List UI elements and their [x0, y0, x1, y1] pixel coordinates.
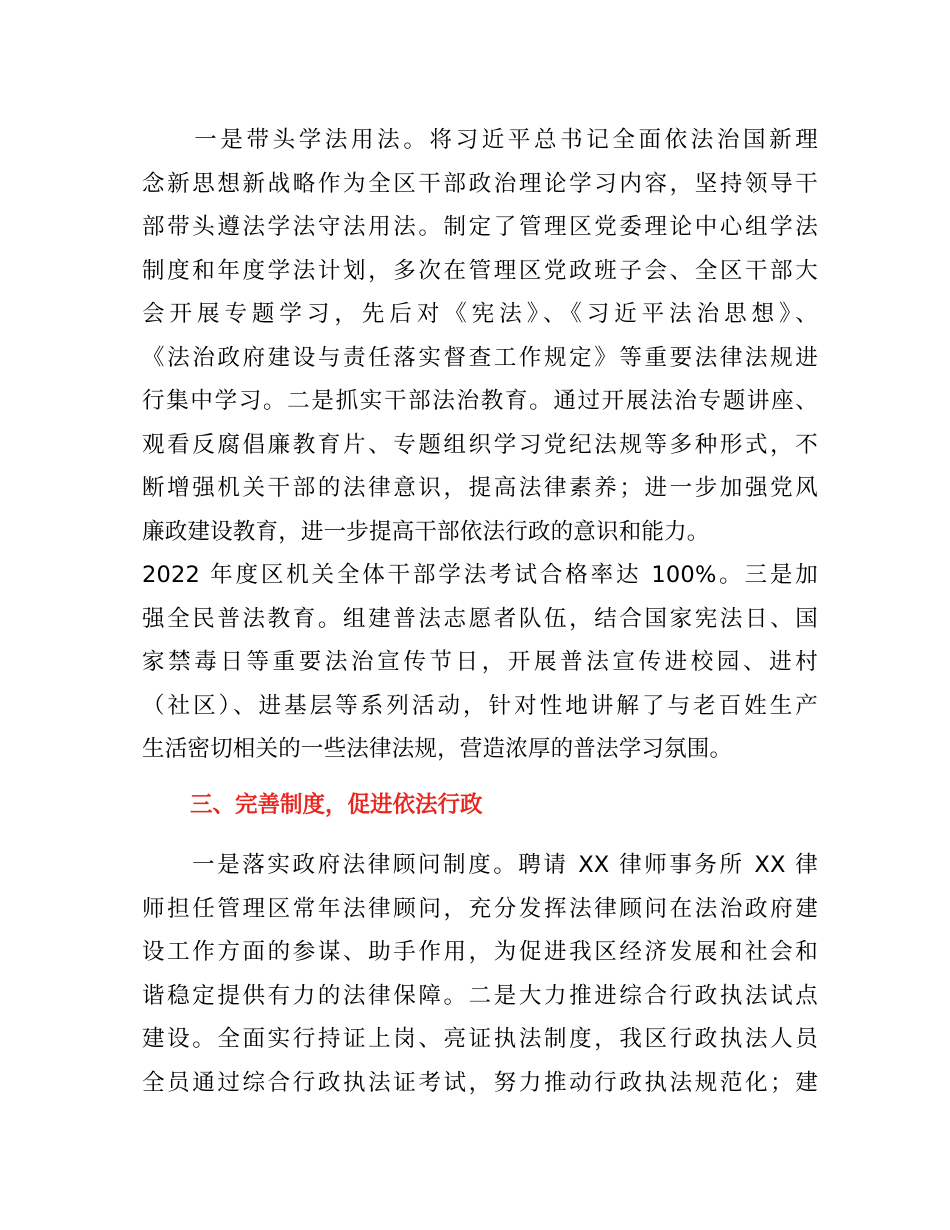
paragraph-line: 观看反腐倡廉教育片、专题组织学习党纪法规等多种形式，不 [142, 431, 818, 458]
paragraph-line: 强全民普法教育。组建普法志愿者队伍，结合国家宪法日、国 [142, 605, 818, 632]
paragraph-line: 建设。全面实行持证上岗、亮证执法制度，我区行政执法人员 [142, 1026, 818, 1052]
paragraph-line: 一是带头学法用法。将习近平总书记全面依法治国新理 [142, 127, 818, 153]
paragraph-line: 生活密切相关的一些法律法规，营造浓厚的普法学习氛围。 [142, 736, 733, 762]
section-heading: 三、完善制度，促进依法行政 [190, 792, 483, 818]
paragraph-line: 行集中学习。二是抓实干部法治教育。通过开展法治专题讲座、 [142, 388, 818, 414]
paragraph-2 [142, 844, 818, 1105]
paragraph-line: 会开展专题学习，先后对《宪法》、《习近平法治思想》、 [142, 301, 818, 327]
paragraph-line: 念新思想新战略作为全区干部政治理论学习内容，坚持领导干 [142, 170, 818, 197]
paragraph-line: 谐稳定提供有力的法律保障。二是大力推进综合行政执法试点 [142, 982, 818, 1009]
paragraph-line: 一是落实政府法律顾问制度。聘请 XX 律师事务所 XX 律 [142, 852, 818, 878]
paragraph-line: 设工作方面的参谋、助手作用，为促进我区经济发展和社会和 [142, 939, 818, 965]
paragraph-1 [142, 119, 818, 772]
paragraph-line: （社区）、进基层等系列活动，针对性地讲解了与老百姓生产 [142, 692, 818, 719]
paragraph-line: 廉政建设教育，进一步提高干部依法行政的意识和能力。 [142, 518, 710, 545]
paragraph-line: 断增强机关干部的法律意识，提高法律素养；进一步加强党风 [142, 475, 818, 501]
paragraph-line: 全员通过综合行政执法证考试，努力推动行政执法规范化；建 [142, 1069, 818, 1096]
paragraph-line: 制度和年度学法计划，多次在管理区党政班子会、全区干部大 [142, 257, 818, 284]
paragraph-line: 2022 年度区机关全体干部学法考试合格率达 100%。三是加 [142, 562, 818, 588]
paragraph-line: 家禁毒日等重要法治宣传节日，开展普法宣传进校园、进村 [142, 649, 818, 675]
paragraph-line: 部带头遵法学法守法用法。制定了管理区党委理论中心组学法 [142, 214, 818, 240]
paragraph-line: 师担任管理区常年法律顾问，充分发挥法律顾问在法治政府建 [142, 895, 818, 922]
paragraph-line: 《法治政府建设与责任落实督查工作规定》等重要法律法规进 [142, 344, 818, 371]
